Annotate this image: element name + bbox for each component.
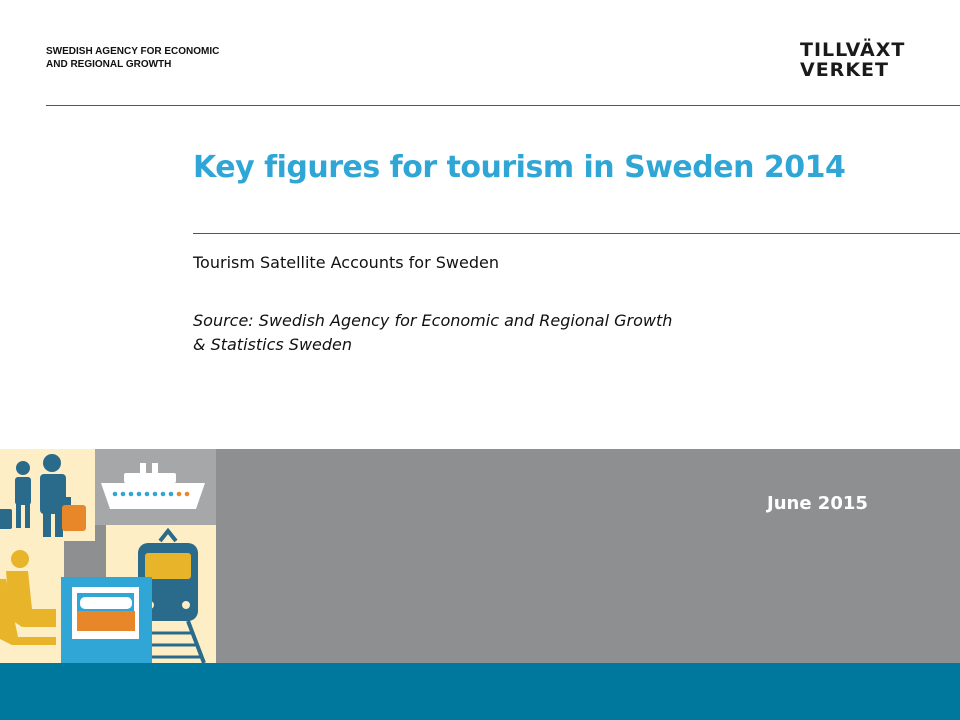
tillvaxtverket-logo	[800, 40, 905, 80]
agency-name-line2: AND REGIONAL GROWTH	[46, 59, 172, 70]
source-line1: Source: Swedish Agency for Economic and Regional Growth	[193, 311, 673, 330]
header-divider	[46, 105, 960, 106]
logo-line1: TILLVÄXT	[800, 39, 906, 61]
agency-name-line1: SWEDISH AGENCY FOR ECONOMIC	[46, 46, 220, 57]
agency-name	[46, 45, 219, 71]
title-divider	[193, 233, 960, 234]
subtitle: Tourism Satellite Accounts for Sweden	[193, 253, 499, 272]
tourism-icon-collage	[0, 449, 216, 663]
bed-icon	[61, 577, 152, 663]
logo-line2: VERKET	[800, 59, 889, 81]
footer-bar	[0, 663, 960, 720]
source-note	[193, 309, 672, 357]
publication-date: June 2015	[767, 493, 868, 514]
page-title: Key figures for tourism in Sweden 2014	[193, 150, 846, 185]
source-line2: & Statistics Sweden	[193, 335, 353, 354]
